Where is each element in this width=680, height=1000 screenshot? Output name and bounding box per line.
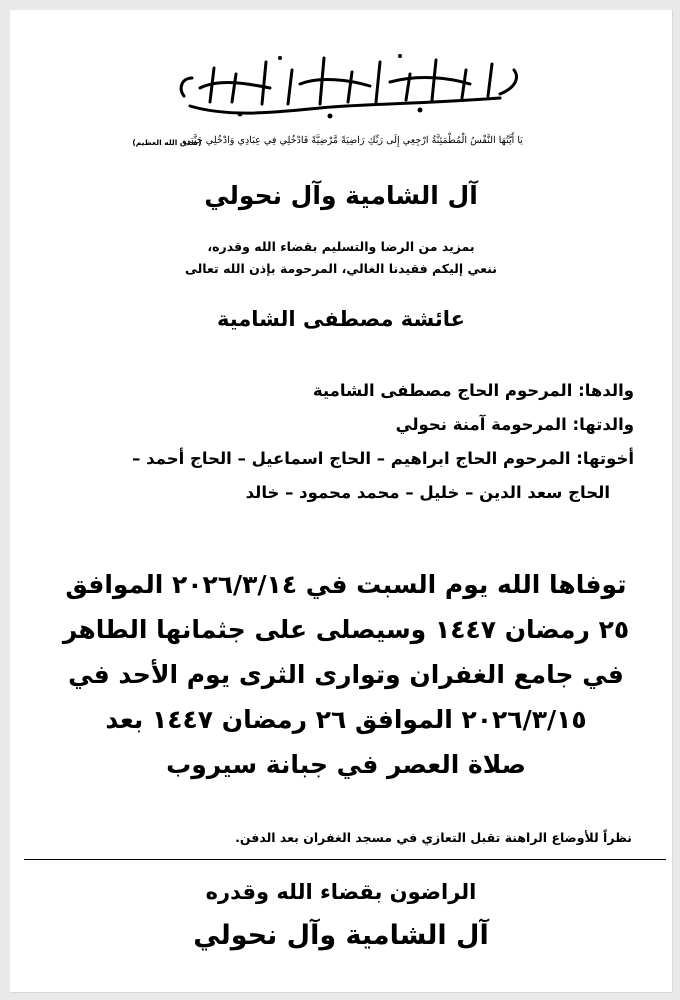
announcement-text: [10, 236, 672, 280]
family-name-heading: آل الشامية وآل نحولي: [204, 181, 478, 210]
funeral-line: ٢٥ رمضان ١٤٤٧ وسيصلى على جثمانها الطاهر: [62, 615, 630, 644]
funeral-line: صلاة العصر في جبانة سيروب: [166, 750, 526, 779]
relatives-list: [34, 374, 634, 510]
calligraphy-logo: [170, 48, 530, 126]
condolence-note: نظراً للأوضاع الراهنة تقبل التعازي في مسجد الغفران بعد الدفن.: [235, 830, 632, 845]
funeral-details: [30, 562, 662, 787]
funeral-line: ٢٠٢٦/٣/١٥ الموافق ٢٦ رمضان ١٤٤٧ بعد: [105, 705, 587, 734]
announcement-line: ننعي إليكم فقيدنا الغالي، المرحومة بإذن الله تعالى: [184, 261, 498, 276]
relative-father: والدها: المرحوم الحاج مصطفى الشامية: [312, 381, 634, 400]
funeral-line: في جامع الغفران وتوارى الثرى يوم الأحد في: [68, 660, 624, 689]
announcement-line: بمزيد من الرضا والتسليم بقضاء الله وقدره،: [207, 239, 475, 254]
verse-reference: (صدق الله العظيم): [132, 138, 202, 147]
relative-mother: والدتها: المرحومة آمنة نحولي: [395, 415, 634, 434]
relative-siblings: أخوتها: المرحوم الحاج ابراهيم – الحاج اسماعيل – الحاج أحمد –: [132, 449, 634, 468]
closing-line: الراضون بقضاء الله وقدره: [205, 880, 477, 904]
funeral-line: توفاها الله يوم السبت في ٢٠٢٦/٣/١٤ الموافق: [65, 570, 627, 599]
divider-line: [24, 859, 666, 860]
deceased-name: عائشة مصطفى الشامية: [216, 307, 465, 331]
quran-verse: يَا أَيَّتُهَا النَّفْسُ الْمُطْمَئِنَّةُ ارْجِعِي إِلَى رَبِّكِ رَاضِيَةً مَّرْضِيَّةً فَادْخُلِي فِي عِبَادِي وَادْخُلِي جَنَّتِي: [183, 135, 523, 146]
closing-family-name: آل الشامية وآل نحولي: [193, 920, 489, 951]
obituary-page: [10, 10, 673, 993]
relative-siblings-continued: الحاج سعد الدين – خليل – محمد محمود – خالد: [245, 483, 610, 502]
